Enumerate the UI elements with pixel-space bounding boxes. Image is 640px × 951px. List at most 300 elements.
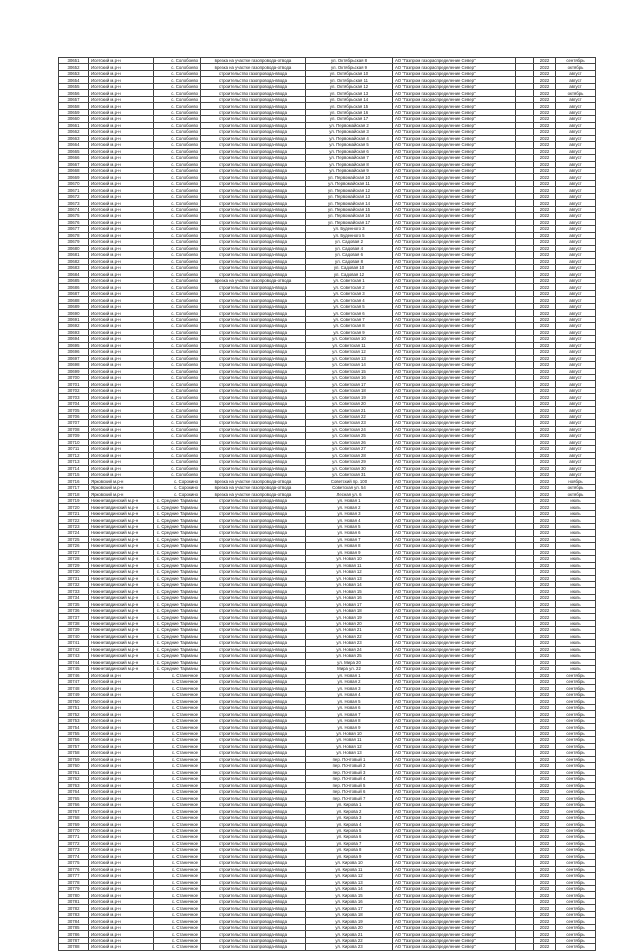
month-cell: август (556, 187, 596, 193)
district-cell: Исетский м.р-н (89, 879, 154, 885)
settlement-cell: с. Солобоево (154, 265, 201, 271)
district-cell: Исетский м.р-н (89, 439, 154, 445)
address-cell: ул. Садовая 6 (306, 252, 393, 258)
month-cell: сентябрь (556, 911, 596, 917)
district-cell: Исетский м.р-н (89, 873, 154, 879)
month-cell: август (556, 439, 596, 445)
row-number-cell: 30679 (59, 239, 89, 245)
address-cell: ул. Новая 4 (306, 517, 393, 523)
work-type-cell: строительство газопровода-ввода (201, 763, 306, 769)
district-cell: Исетский м.р-н (89, 898, 154, 904)
year-cell: 2022 (534, 64, 556, 70)
year-cell: 2022 (534, 575, 556, 581)
settlement-cell: с. Солобоево (154, 459, 201, 465)
organization-cell: АО "Газпром газораспределение Север" (393, 290, 516, 296)
address-cell: ул. Новая 4 (306, 691, 393, 697)
district-cell: Исетский м.р-н (89, 193, 154, 199)
organization-cell: АО "Газпром газораспределение Север" (393, 704, 516, 710)
row-number-cell: 30711 (59, 446, 89, 452)
settlement-cell: с. Солобоево (154, 64, 201, 70)
month-cell: сентябрь (556, 808, 596, 814)
district-cell: Исетский м.р-н (89, 918, 154, 924)
district-cell: Исетский м.р-н (89, 213, 154, 219)
district-cell: Исетский м.р-н (89, 808, 154, 814)
row-number-cell: 30778 (59, 879, 89, 885)
work-type-cell: строительство газопровода-ввода (201, 750, 306, 756)
address-cell: ул. Новая 25 (306, 653, 393, 659)
address-cell: ул. Первомайская 6 (306, 148, 393, 154)
year-cell: 2022 (534, 504, 556, 510)
year-cell: 2022 (534, 730, 556, 736)
address-cell: ул. Новая 22 (306, 633, 393, 639)
month-cell: август (556, 310, 596, 316)
row-number-cell: 30655 (59, 83, 89, 89)
organization-cell: АО "Газпром газораспределение Север" (393, 226, 516, 232)
year-cell: 2022 (534, 944, 556, 950)
month-cell: сентябрь (556, 944, 596, 950)
settlement-cell: с. Станичное (154, 821, 201, 827)
district-cell: Исетский м.р-н (89, 239, 154, 245)
month-cell: сентябрь (556, 743, 596, 749)
year-cell: 2022 (534, 245, 556, 251)
settlement-cell: с. Солобоево (154, 426, 201, 432)
year-cell: 2022 (534, 200, 556, 206)
settlement-cell: с. Солобоево (154, 232, 201, 238)
month-cell: август (556, 362, 596, 368)
month-cell: июль (556, 646, 596, 652)
month-cell: август (556, 83, 596, 89)
year-cell: 2022 (534, 924, 556, 930)
work-type-cell: строительство газопровода-ввода (201, 659, 306, 665)
settlement-cell: с. Солобоево (154, 200, 201, 206)
organization-cell: АО "Газпром газораспределение Север" (393, 931, 516, 937)
address-cell: ул. Буденного 5 (306, 232, 393, 238)
row-number-cell: 30770 (59, 827, 89, 833)
row-number-cell: 30708 (59, 426, 89, 432)
work-type-cell: врезка на участке газопровода-отвода (201, 484, 306, 490)
settlement-cell: с. Солобоево (154, 290, 201, 296)
settlement-cell: с. Средние Тарманы (154, 653, 201, 659)
work-type-cell: строительство газопровода-ввода (201, 633, 306, 639)
settlement-cell: с. Солобоево (154, 90, 201, 96)
district-cell: Нижнетавдинский м.р-н (89, 575, 154, 581)
settlement-cell: с. Станичное (154, 898, 201, 904)
year-cell: 2022 (534, 497, 556, 503)
year-cell: 2022 (534, 756, 556, 762)
work-type-cell: строительство газопровода-ввода (201, 834, 306, 840)
row-number-cell: 30677 (59, 226, 89, 232)
organization-cell: АО "Газпром газораспределение Север" (393, 892, 516, 898)
organization-cell: АО "Газпром газораспределение Север" (393, 284, 516, 290)
organization-cell: АО "Газпром газораспределение Север" (393, 510, 516, 516)
row-number-cell: 30678 (59, 232, 89, 238)
address-cell: ул. Советская 29 (306, 459, 393, 465)
row-number-cell: 30703 (59, 394, 89, 400)
district-cell: Нижнетавдинский м.р-н (89, 666, 154, 672)
organization-cell: АО "Газпром газораспределение Север" (393, 187, 516, 193)
district-cell: Исетский м.р-н (89, 297, 154, 303)
settlement-cell: с. Станичное (154, 743, 201, 749)
address-cell: ул. Кирова 19 (306, 918, 393, 924)
row-number-cell: 30669 (59, 174, 89, 180)
settlement-cell: с. Средние Тарманы (154, 666, 201, 672)
address-cell: ул. Кирова 14 (306, 886, 393, 892)
district-cell: Исетский м.р-н (89, 433, 154, 439)
organization-cell: АО "Газпром газораспределение Север" (393, 594, 516, 600)
row-number-cell: 30764 (59, 788, 89, 794)
work-type-cell: врезка на участке газопровода-отвода (201, 491, 306, 497)
organization-cell: АО "Газпром газораспределение Север" (393, 491, 516, 497)
organization-cell: АО "Газпром газораспределение Север" (393, 530, 516, 536)
address-cell: ул. Советская 10 (306, 336, 393, 342)
month-cell: август (556, 226, 596, 232)
row-number-cell: 30692 (59, 323, 89, 329)
address-cell: Советский пр. 100 (306, 478, 393, 484)
row-number-cell: 30767 (59, 808, 89, 814)
row-number-cell: 30741 (59, 640, 89, 646)
organization-cell: АО "Газпром газораспределение Север" (393, 504, 516, 510)
address-cell: ул. Новая 10 (306, 556, 393, 562)
work-type-cell: строительство газопровода-ввода (201, 193, 306, 199)
year-cell: 2022 (534, 911, 556, 917)
district-cell: Исетский м.р-н (89, 698, 154, 704)
year-cell: 2022 (534, 860, 556, 866)
organization-cell: АО "Газпром газораспределение Север" (393, 640, 516, 646)
row-number-cell: 30721 (59, 510, 89, 516)
address-cell: ул. Новая 6 (306, 530, 393, 536)
work-type-cell: строительство газопровода-ввода (201, 245, 306, 251)
work-type-cell: строительство газопровода-ввода (201, 782, 306, 788)
row-number-cell: 30690 (59, 310, 89, 316)
settlement-cell: с. Солобоево (154, 271, 201, 277)
year-cell: 2022 (534, 905, 556, 911)
month-cell: июль (556, 549, 596, 555)
work-type-cell: строительство газопровода-ввода (201, 711, 306, 717)
organization-cell: АО "Газпром газораспределение Север" (393, 717, 516, 723)
month-cell: сентябрь (556, 58, 596, 64)
district-cell: Исетский м.р-н (89, 187, 154, 193)
address-cell: пер. Почтовый 5 (306, 782, 393, 788)
month-cell: сентябрь (556, 834, 596, 840)
work-type-cell: строительство газопровода-ввода (201, 265, 306, 271)
row-number-cell: 30700 (59, 374, 89, 380)
year-cell: 2022 (534, 368, 556, 374)
row-number-cell: 30691 (59, 316, 89, 322)
work-type-cell: строительство газопровода-ввода (201, 691, 306, 697)
row-number-cell: 30693 (59, 329, 89, 335)
month-cell: сентябрь (556, 886, 596, 892)
district-cell: Ярковский м.р-н (89, 478, 154, 484)
work-type-cell: строительство газопровода-ввода (201, 788, 306, 794)
month-cell: октябрь (556, 90, 596, 96)
year-cell: 2022 (534, 381, 556, 387)
address-cell: ул. Октябрьская 12 (306, 83, 393, 89)
row-number-cell: 30761 (59, 769, 89, 775)
organization-cell: АО "Газпром газораспределение Север" (393, 374, 516, 380)
district-cell: Нижнетавдинский м.р-н (89, 640, 154, 646)
settlement-cell: с. Солобоево (154, 206, 201, 212)
year-cell: 2022 (534, 252, 556, 258)
organization-cell: АО "Газпром газораспределение Север" (393, 666, 516, 672)
district-cell: Исетский м.р-н (89, 342, 154, 348)
month-cell: июль (556, 575, 596, 581)
row-number-cell: 30777 (59, 873, 89, 879)
year-cell: 2022 (534, 446, 556, 452)
organization-cell: АО "Газпром газораспределение Север" (393, 96, 516, 102)
month-cell: сентябрь (556, 879, 596, 885)
row-number-cell: 30738 (59, 620, 89, 626)
month-cell: сентябрь (556, 730, 596, 736)
address-cell: ул. Новая 16 (306, 594, 393, 600)
month-cell: август (556, 167, 596, 173)
settlement-cell: с. Солобоево (154, 323, 201, 329)
month-cell: июль (556, 607, 596, 613)
organization-cell: АО "Газпром газораспределение Север" (393, 562, 516, 568)
address-cell: ул. Советская 27 (306, 446, 393, 452)
row-number-cell: 30756 (59, 737, 89, 743)
month-cell: июль (556, 633, 596, 639)
year-cell: 2022 (534, 801, 556, 807)
row-number-cell: 30783 (59, 911, 89, 917)
row-number-cell: 30660 (59, 116, 89, 122)
month-cell: август (556, 206, 596, 212)
district-cell: Исетский м.р-н (89, 258, 154, 264)
work-type-cell: строительство газопровода-ввода (201, 898, 306, 904)
year-cell: 2022 (534, 795, 556, 801)
work-type-cell: строительство газопровода-ввода (201, 847, 306, 853)
district-cell: Исетский м.р-н (89, 847, 154, 853)
organization-cell: АО "Газпром газораспределение Север" (393, 911, 516, 917)
month-cell: июль (556, 556, 596, 562)
district-cell: Исетский м.р-н (89, 96, 154, 102)
month-cell: сентябрь (556, 769, 596, 775)
district-cell: Исетский м.р-н (89, 316, 154, 322)
organization-cell: АО "Газпром газораспределение Север" (393, 465, 516, 471)
year-cell: 2022 (534, 898, 556, 904)
work-type-cell: строительство газопровода-ввода (201, 446, 306, 452)
address-cell: ул. Садовая 2 (306, 239, 393, 245)
organization-cell: АО "Газпром газораспределение Север" (393, 342, 516, 348)
work-type-cell: строительство газопровода-ввода (201, 342, 306, 348)
work-type-cell: строительство газопровода-ввода (201, 213, 306, 219)
district-cell: Исетский м.р-н (89, 860, 154, 866)
month-cell: август (556, 329, 596, 335)
row-number-cell: 30701 (59, 381, 89, 387)
work-type-cell: строительство газопровода-ввода (201, 167, 306, 173)
row-number-cell: 30704 (59, 400, 89, 406)
note-cell (516, 944, 534, 950)
district-cell: Исетский м.р-н (89, 685, 154, 691)
month-cell: сентябрь (556, 704, 596, 710)
district-cell: Ярковский м.р-н (89, 484, 154, 490)
work-type-cell: врезка на участке газопровода-отвода (201, 58, 306, 64)
year-cell: 2022 (534, 219, 556, 225)
month-cell: сентябрь (556, 750, 596, 756)
address-cell: ул. Советская 9 (306, 329, 393, 335)
settlement-cell: с. Станичное (154, 879, 201, 885)
year-cell: 2022 (534, 879, 556, 885)
work-type-cell: строительство газопровода-ввода (201, 90, 306, 96)
work-type-cell: строительство газопровода-ввода (201, 853, 306, 859)
settlement-cell: с. Станичное (154, 886, 201, 892)
settlement-cell: с. Средние Тарманы (154, 556, 201, 562)
row-number-cell: 30736 (59, 607, 89, 613)
district-cell: Исетский м.р-н (89, 788, 154, 794)
year-cell: 2022 (534, 484, 556, 490)
year-cell: 2022 (534, 640, 556, 646)
month-cell: август (556, 174, 596, 180)
address-cell: пер. Почтовый 6 (306, 788, 393, 794)
row-number-cell: 30747 (59, 679, 89, 685)
address-cell: ул. Советская 3 (306, 290, 393, 296)
work-type-cell: строительство газопровода-ввода (201, 801, 306, 807)
district-cell: Исетский м.р-н (89, 924, 154, 930)
settlement-cell: с. Станичное (154, 679, 201, 685)
year-cell: 2022 (534, 187, 556, 193)
district-cell: Исетский м.р-н (89, 394, 154, 400)
district-cell: Исетский м.р-н (89, 407, 154, 413)
year-cell: 2022 (534, 536, 556, 542)
month-cell: июль (556, 653, 596, 659)
work-type-cell: строительство газопровода-ввода (201, 517, 306, 523)
settlement-cell: с. Солобоево (154, 420, 201, 426)
year-cell: 2022 (534, 277, 556, 283)
district-cell: Исетский м.р-н (89, 167, 154, 173)
organization-cell: АО "Газпром газораспределение Север" (393, 232, 516, 238)
year-cell: 2022 (534, 135, 556, 141)
district-cell: Исетский м.р-н (89, 814, 154, 820)
work-type-cell: строительство газопровода-ввода (201, 155, 306, 161)
organization-cell: АО "Газпром газораспределение Север" (393, 814, 516, 820)
work-type-cell: строительство газопровода-ввода (201, 892, 306, 898)
district-cell: Исетский м.р-н (89, 290, 154, 296)
row-number-cell: 30661 (59, 122, 89, 128)
month-cell: сентябрь (556, 717, 596, 723)
address-cell: ул. Новая 6 (306, 704, 393, 710)
organization-cell: АО "Газпром газораспределение Север" (393, 556, 516, 562)
settlement-cell: с. Станичное (154, 801, 201, 807)
row-number-cell: 30685 (59, 277, 89, 283)
row-number-cell: 30732 (59, 581, 89, 587)
row-number-cell: 30724 (59, 530, 89, 536)
row-number-cell: 30766 (59, 801, 89, 807)
row-number-cell: 30684 (59, 271, 89, 277)
month-cell: сентябрь (556, 685, 596, 691)
work-type-cell: строительство газопровода-ввода (201, 717, 306, 723)
settlement-cell: с. Станичное (154, 860, 201, 866)
work-type-cell: строительство газопровода-ввода (201, 808, 306, 814)
row-number-cell: 30680 (59, 245, 89, 251)
district-cell: Нижнетавдинский м.р-н (89, 523, 154, 529)
settlement-cell: с. Солобоево (154, 329, 201, 335)
year-cell: 2022 (534, 400, 556, 406)
settlement-cell: с. Солобоево (154, 109, 201, 115)
year-cell: 2022 (534, 491, 556, 497)
address-cell: ул. Советская 23 (306, 420, 393, 426)
year-cell: 2022 (534, 840, 556, 846)
district-cell: Исетский м.р-н (89, 931, 154, 937)
address-cell: ул. Новая 7 (306, 536, 393, 542)
address-cell: ул. Советская 19 (306, 394, 393, 400)
district-cell: Исетский м.р-н (89, 459, 154, 465)
month-cell: август (556, 381, 596, 387)
address-cell: ул. Советская 11 (306, 342, 393, 348)
work-type-cell: строительство газопровода-ввода (201, 374, 306, 380)
year-cell: 2022 (534, 743, 556, 749)
organization-cell: АО "Газпром газораспределение Север" (393, 316, 516, 322)
month-cell: август (556, 265, 596, 271)
settlement-cell: с. Станичное (154, 924, 201, 930)
address-cell: ул. Новая 7 (306, 711, 393, 717)
year-cell: 2022 (534, 103, 556, 109)
organization-cell: АО "Газпром газораспределение Север" (393, 724, 516, 730)
month-cell: сентябрь (556, 905, 596, 911)
year-cell: 2022 (534, 763, 556, 769)
row-number-cell: 30727 (59, 549, 89, 555)
district-cell: Нижнетавдинский м.р-н (89, 562, 154, 568)
month-cell: июль (556, 666, 596, 672)
address-cell: ул. Садовая 8 (306, 258, 393, 264)
work-type-cell: строительство газопровода-ввода (201, 297, 306, 303)
month-cell: август (556, 316, 596, 322)
settlement-cell: с. Станичное (154, 918, 201, 924)
row-number-cell: 30743 (59, 653, 89, 659)
district-cell: Исетский м.р-н (89, 122, 154, 128)
month-cell: август (556, 96, 596, 102)
work-type-cell: строительство газопровода-ввода (201, 905, 306, 911)
settlement-cell: с. Станичное (154, 873, 201, 879)
month-cell: сентябрь (556, 776, 596, 782)
work-type-cell: строительство газопровода-ввода (201, 362, 306, 368)
organization-cell: АО "Газпром газораспределение Север" (393, 426, 516, 432)
organization-cell: АО "Газпром газораспределение Север" (393, 58, 516, 64)
work-type-cell: строительство газопровода-ввода (201, 381, 306, 387)
settlement-cell: с. Солобоево (154, 452, 201, 458)
address-cell: ул. Новая 14 (306, 581, 393, 587)
district-cell: Нижнетавдинский м.р-н (89, 620, 154, 626)
organization-cell: АО "Газпром газораспределение Север" (393, 536, 516, 542)
district-cell: Исетский м.р-н (89, 840, 154, 846)
settlement-cell: с. Средние Тарманы (154, 588, 201, 594)
month-cell: сентябрь (556, 853, 596, 859)
row-number-cell: 30782 (59, 905, 89, 911)
row-number-cell: 30657 (59, 96, 89, 102)
settlement-cell: с. Солобоево (154, 394, 201, 400)
district-cell: Исетский м.р-н (89, 756, 154, 762)
year-cell: 2022 (534, 426, 556, 432)
row-number-cell: 30758 (59, 750, 89, 756)
year-cell: 2022 (534, 284, 556, 290)
year-cell: 2022 (534, 161, 556, 167)
row-number-cell: 30682 (59, 258, 89, 264)
district-cell: Исетский м.р-н (89, 83, 154, 89)
work-type-cell: строительство газопровода-ввода (201, 129, 306, 135)
organization-cell: АО "Газпром газораспределение Север" (393, 860, 516, 866)
year-cell: 2022 (534, 213, 556, 219)
settlement-cell: с. Солобоево (154, 336, 201, 342)
year-cell: 2022 (534, 711, 556, 717)
address-cell: ул. Новая 12 (306, 743, 393, 749)
organization-cell: АО "Газпром газораспределение Север" (393, 834, 516, 840)
year-cell: 2022 (534, 704, 556, 710)
settlement-cell: с. Средние Тарманы (154, 510, 201, 516)
address-cell: ул. Советская 18 (306, 387, 393, 393)
month-cell: июль (556, 543, 596, 549)
row-number-cell: 30658 (59, 103, 89, 109)
organization-cell: АО "Газпром газораспределение Север" (393, 161, 516, 167)
row-number-cell: 30740 (59, 633, 89, 639)
row-number-cell: 30672 (59, 193, 89, 199)
